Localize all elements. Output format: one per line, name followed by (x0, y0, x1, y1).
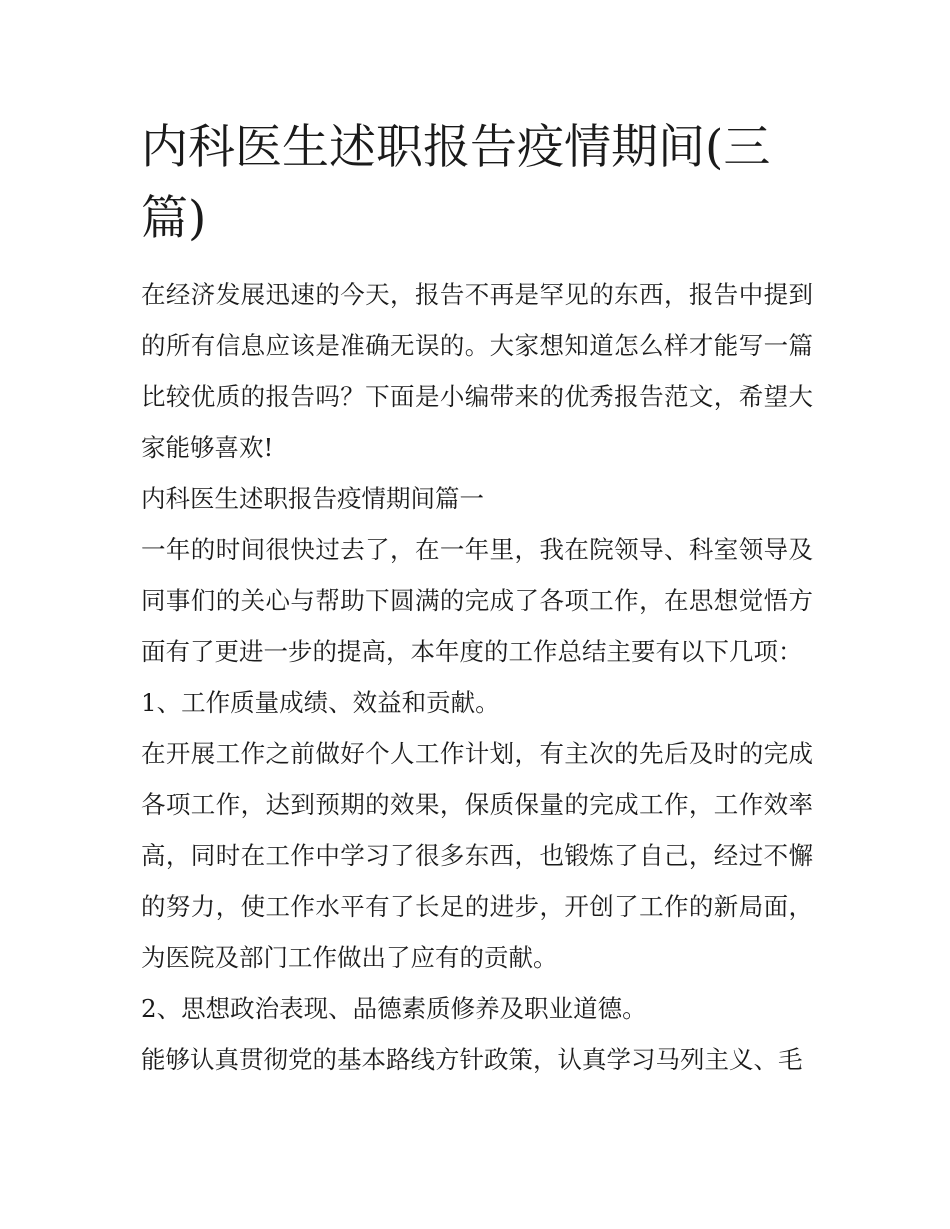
document-page (141, 112, 813, 1085)
section-heading: 内科医生述职报告疫情期间篇一 (141, 484, 484, 513)
intro-paragraph: 在经济发展迅速的今天，报告不再是罕见的东西，报告中提到的所有信息应该是准确无误的。大家想知道怎么样才能写一篇比较优质的报告吗？下面是小编带来的优秀报告范文，希望大家能够喜欢! (141, 280, 813, 462)
list-item-heading: 1、工作质量成绩、效益和贡献。 (141, 688, 500, 717)
body-paragraph: 一年的时间很快过去了，在一年里，我在院领导、科室领导及同事们的关心与帮助下圆满的完成了各项工作，在思想觉悟方面有了更进一步的提高，本年度的工作总结主要有以下几项： (141, 535, 813, 666)
body-paragraph: 在开展工作之前做好个人工作计划，有主次的先后及时的完成各项工作，达到预期的效果，保质保量的完成工作，工作效率高，同时在工作中学习了很多东西，也锻炼了自己，经过不懈的努力，使工作水平有了长足的进步，开创了工作的新局面，为医院及部门工作做出了应有的贡献。 (141, 739, 813, 972)
list-item-heading: 2、思想政治表现、品德素质修养及职业道德。 (141, 994, 647, 1023)
body-paragraph: 能够认真贯彻党的基本路线方针政策，认真学习马列主义、毛 (141, 1045, 803, 1074)
document-title: 内科医生述职报告疫情期间(三篇) (141, 120, 771, 246)
